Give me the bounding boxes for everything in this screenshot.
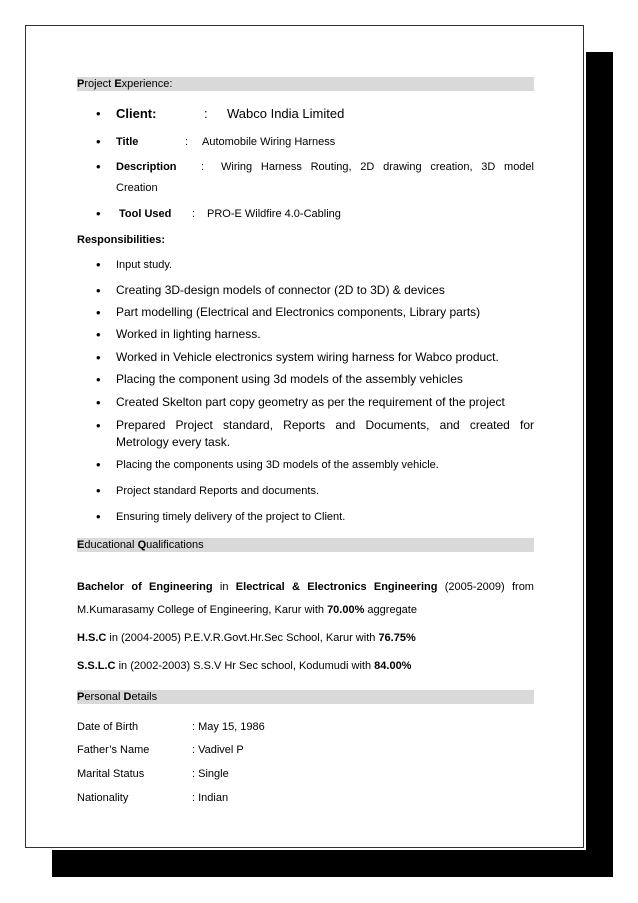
bullet-icon: • <box>96 509 101 524</box>
page-shadow-bottom <box>52 850 613 877</box>
bullet-icon: • <box>96 372 101 387</box>
page-shadow-right <box>586 52 613 877</box>
bullet-icon: • <box>96 134 101 149</box>
title-colon: : <box>185 136 189 148</box>
bullet-icon: • <box>96 257 101 272</box>
bullet-icon: • <box>96 159 101 174</box>
tool-used-value: PRO-E Wildfire 4.0-Cabling <box>207 208 341 220</box>
education-be-line2: M.Kumarasamy College of Engineering, Karur with 70.00% aggregate <box>77 604 417 616</box>
client-value: Wabco India Limited <box>227 106 345 121</box>
title-value: Automobile Wiring Harness <box>202 136 336 148</box>
bullet-icon: • <box>96 305 101 320</box>
bullet-icon: • <box>96 206 101 221</box>
education-sslc: S.S.L.C in (2002-2003) S.S.V Hr Sec school, Kodumudi with 84.00% <box>77 660 412 672</box>
personal-value-father: : Vadivel P <box>192 744 244 756</box>
personal-label-father: Father’s Name <box>77 744 150 756</box>
responsibility-item: Part modelling (Electrical and Electronics components, Library parts) <box>116 305 481 319</box>
description-value-line1: Wiring Harness Routing, 2D drawing creation, 3D model <box>221 161 534 173</box>
responsibility-item: Prepared Project standard, Reports and Documents, and created for <box>116 418 534 432</box>
description-value-line2: Creation <box>116 182 158 194</box>
bullet-icon: • <box>96 395 101 410</box>
personal-value-marital: : Single <box>192 768 229 780</box>
responsibility-item: Placing the components using 3D models of the assembly vehicle. <box>116 459 439 471</box>
personal-label-nationality: Nationality <box>77 792 129 804</box>
responsibility-item: Ensuring timely delivery of the project to Client. <box>116 511 346 523</box>
bullet-icon: • <box>96 106 101 121</box>
section-header-educational-qualifications: Educational Qualifications <box>77 538 534 552</box>
responsibility-item: Project standard Reports and documents. <box>116 485 320 497</box>
client-colon: : <box>204 106 208 121</box>
client-label: Client: <box>116 106 157 121</box>
bullet-icon: • <box>96 350 101 365</box>
responsibility-item: Created Skelton part copy geometry as per the requirement of the project <box>116 395 505 409</box>
description-colon: : <box>201 161 205 173</box>
responsibility-item: Placing the component using 3d models of the assembly vehicles <box>116 372 463 386</box>
responsibility-item: Input study. <box>116 259 173 271</box>
bullet-icon: • <box>96 457 101 472</box>
responsibility-item: Worked in lighting harness. <box>116 327 261 341</box>
education-hsc: H.S.C in (2004-2005) P.E.V.R.Govt.Hr.Sec School, Karur with 76.75% <box>77 632 416 644</box>
tool-used-label: Tool Used <box>119 208 172 220</box>
title-label: Title <box>116 136 139 148</box>
section-header-project-experience: Project Experience: <box>77 77 534 91</box>
bullet-icon: • <box>96 283 101 298</box>
bullet-icon: • <box>96 327 101 342</box>
personal-label-marital: Marital Status <box>77 768 145 780</box>
responsibility-item: Worked in Vehicle electronics system wiring harness for Wabco product. <box>116 350 499 364</box>
description-label: Description <box>116 161 177 173</box>
tool-used-colon: : <box>192 208 196 220</box>
personal-label-dob: Date of Birth <box>77 721 139 733</box>
responsibilities-heading: Responsibilities: <box>77 234 166 246</box>
responsibility-item: Creating 3D-design models of connector (2D to 3D) & devices <box>116 283 445 297</box>
personal-value-nationality: : Indian <box>192 792 229 804</box>
education-be-line1: Bachelor of Engineering in Electrical & Electronics Engineering (2005-2009) from <box>77 581 534 593</box>
bullet-icon: • <box>96 418 101 433</box>
section-header-personal-details: Personal Details <box>77 690 534 704</box>
bullet-icon: • <box>96 483 101 498</box>
responsibility-item-continued: Metrology every task. <box>116 435 231 449</box>
personal-value-dob: : May 15, 1986 <box>192 721 265 733</box>
